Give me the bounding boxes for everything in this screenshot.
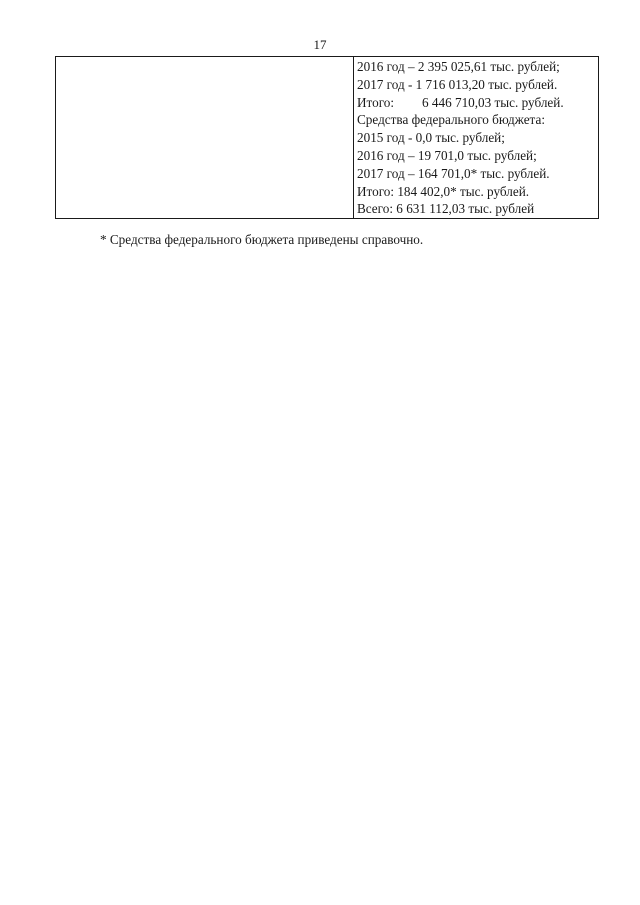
- funding-lines: [354, 57, 598, 218]
- funding-table: [55, 56, 599, 219]
- funding-line-2017: 2017 год - 1 716 013,20 тыс. рублей.: [357, 76, 558, 92]
- federal-line-2016: 2016 год – 19 701,0 тыс. рублей;: [357, 147, 537, 163]
- regional-total-value: 6 446 710,03 тыс. рублей.: [422, 94, 564, 110]
- page-number: 17: [313, 37, 327, 52]
- federal-budget-heading: Средства федерального бюджета:: [357, 112, 545, 128]
- federal-line-2017: 2017 год – 164 701,0* тыс. рублей.: [357, 165, 550, 181]
- regional-total-line: [357, 94, 596, 112]
- federal-line-2015: 2015 год - 0,0 тыс. рублей;: [357, 130, 505, 146]
- program-name-cell: [56, 57, 354, 219]
- table-row: [56, 57, 599, 219]
- grand-total-line: Всего: 6 631 112,03 тыс. рублей: [357, 201, 535, 217]
- funding-cell: [354, 57, 599, 219]
- footnote: * Средства федерального бюджета приведены справочно.: [100, 232, 424, 247]
- federal-total-line: Итого: 184 402,0* тыс. рублей.: [357, 183, 530, 199]
- regional-total-label: Итого:: [357, 94, 395, 110]
- funding-line-2016: 2016 год – 2 395 025,61 тыс. рублей;: [357, 59, 560, 74]
